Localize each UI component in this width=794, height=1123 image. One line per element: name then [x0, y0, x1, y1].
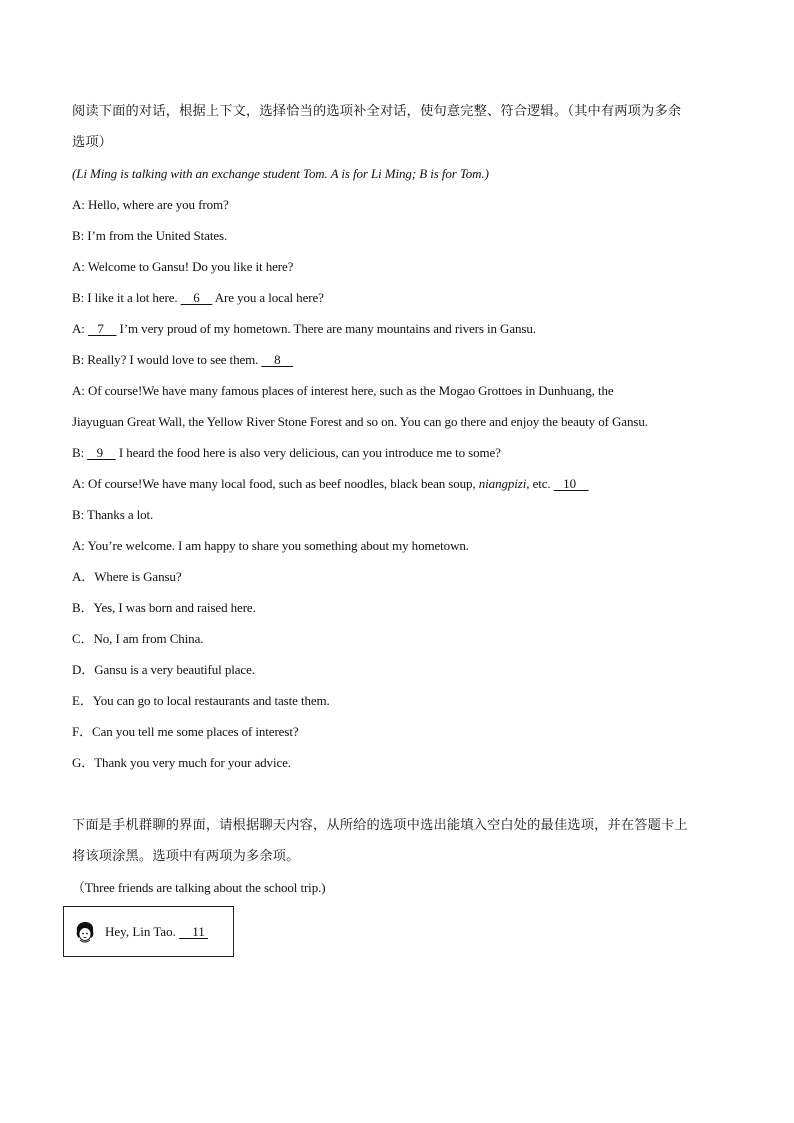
blank-8[interactable]: 8 — [261, 352, 294, 367]
chat-message-body: Hey, Lin Tao. — [105, 923, 180, 939]
dialogue-context: (Li Ming is talking with an exchange student Tom. A is for Li Ming; B is for Tom.) — [72, 166, 489, 181]
dialogue-line-3: A: Welcome to Gansu! Do you like it here? — [72, 259, 294, 274]
dialogue-line-10-pre: A: Of course!We have many local food, such as beef noodles, black bean soup, — [72, 476, 479, 491]
option-text: Can you tell me some places of interest? — [92, 724, 299, 739]
girl-avatar-icon — [74, 921, 96, 943]
option-letter: E． — [72, 693, 93, 708]
option-c[interactable] — [72, 623, 722, 654]
dialogue-line-9-post: I heard the food here is also very delicious, can you introduce me to some? — [115, 445, 501, 460]
dialogue-line-5-pre: A: — [72, 321, 88, 336]
dialogue-line-8: Jiayuguan Great Wall, the Yellow River Stone Forest and so on. You can go there and enjoy the beauty of Gansu. — [72, 414, 648, 429]
option-d[interactable] — [72, 654, 722, 685]
option-text: Thank you very much for your advice. — [94, 755, 291, 770]
section1-instruction-line1: 阅读下面的对话，根据上下文，选择恰当的选项补全对话，使句意完整、符合逻辑。（其中有两项为多余 — [72, 104, 682, 119]
option-a[interactable] — [72, 561, 722, 592]
blank-10[interactable]: 10 — [553, 476, 589, 491]
dialogue-line-9 — [72, 437, 722, 468]
worksheet-page — [72, 96, 722, 903]
dialogue-line-12: A: You’re welcome. I am happy to share you something about my hometown. — [72, 538, 469, 553]
section1-instruction-line2: 选项） — [72, 135, 113, 150]
dialogue-line-6-pre: B: Really? I would love to see them. — [72, 352, 262, 367]
option-text: Yes, I was born and raised here. — [93, 600, 256, 615]
option-letter: F． — [72, 724, 93, 739]
chat-context: （Three friends are talking about the school trip.) — [72, 880, 326, 895]
option-b[interactable] — [72, 592, 722, 623]
option-f[interactable] — [72, 716, 722, 747]
option-text: No, I am from China. — [93, 631, 204, 646]
dialogue-line-2: B: I’m from the United States. — [72, 228, 228, 243]
section2-instruction-line2: 将该项涂黑。选项中有两项为多余项。 — [72, 849, 300, 864]
option-e[interactable] — [72, 685, 722, 716]
chat-message-box — [63, 906, 234, 957]
section2-instruction-line1: 下面是手机群聊的界面，请根据聊天内容，从所给的选项中选出能填入空白处的最佳选项，并在答题卡上 — [72, 818, 688, 833]
blank-6[interactable]: 6 — [180, 290, 213, 305]
dialogue-line-10-mid: , etc. — [526, 476, 554, 491]
section-gap — [72, 778, 722, 810]
dialogue-line-5-post: I’m very proud of my hometown. There are many mountains and rivers in Gansu. — [116, 321, 536, 336]
dialogue-line-4-pre: B: I like it a lot here. — [72, 290, 181, 305]
dialogue-line-10-italic: niangpizi — [478, 476, 527, 491]
dialogue-line-6 — [72, 344, 722, 375]
option-letter: G． — [72, 755, 95, 770]
option-letter: B． — [72, 600, 94, 615]
dialogue-line-5 — [72, 313, 722, 344]
dialogue-line-9-pre: B: — [72, 445, 88, 460]
blank-7[interactable]: 7 — [87, 321, 117, 336]
blank-9[interactable]: 9 — [87, 445, 116, 460]
dialogue-line-4-post: Are you a local here? — [212, 290, 324, 305]
option-g[interactable] — [72, 747, 722, 778]
option-letter: C． — [72, 631, 94, 646]
dialogue-line-7: A: Of course!We have many famous places of interest here, such as the Mogao Grottoes in Dunhuang, the — [72, 383, 614, 398]
chat-message-text — [105, 924, 208, 940]
option-letter: D． — [72, 662, 95, 677]
option-text: You can go to local restaurants and taste them. — [92, 693, 330, 708]
blank-11[interactable]: 11 — [179, 923, 208, 939]
option-letter: A． — [72, 569, 95, 584]
option-text: Gansu is a very beautiful place. — [94, 662, 255, 677]
dialogue-line-1: A: Hello, where are you from? — [72, 197, 229, 212]
dialogue-line-11: B: Thanks a lot. — [72, 507, 154, 522]
option-text: Where is Gansu? — [94, 569, 182, 584]
dialogue-line-4 — [72, 282, 722, 313]
dialogue-line-10 — [72, 468, 722, 499]
